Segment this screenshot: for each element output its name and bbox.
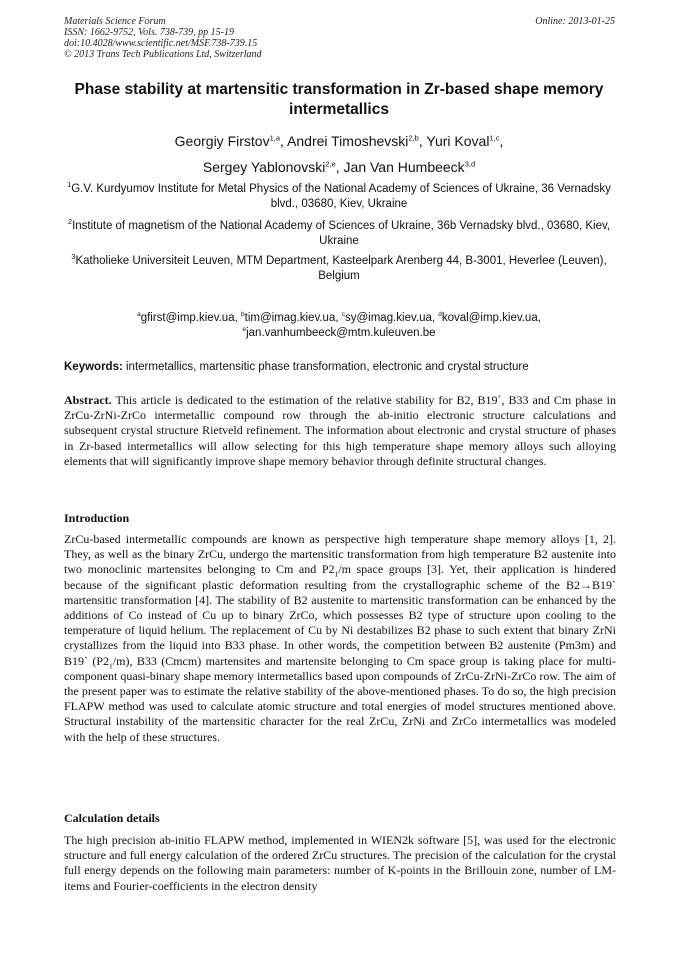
online-date: Online: 2013-01-25 bbox=[535, 16, 615, 27]
keywords-label: Keywords: bbox=[64, 361, 123, 373]
author-name: Yuri Koval bbox=[426, 133, 490, 149]
author-sup: 3,d bbox=[464, 159, 476, 169]
affiliation-number: 2 bbox=[67, 217, 73, 227]
paper-title: Phase stability at martensitic transformation in Zr-based shape memory intermetallics bbox=[74, 81, 604, 118]
author-sup: 1,a bbox=[269, 133, 281, 143]
affiliation-text: Institute of magnetism of the National Academy of Sciences of Ukraine, 36b Vernadsky blvd., 03680, Kiev, Ukraine bbox=[72, 220, 611, 247]
keywords-text: intermetallics, martensitic phase transformation, electronic and crystal structure bbox=[126, 361, 529, 373]
abstract-text: This article is dedicated to the estimation of the relative stability for B2, B19`, B33 and Cm phase in ZrCu-ZrNi-ZrCo intermetallic compound row through the ab-initio electronic structure calculations and subsequent crystal structure Rietveld refinement. The information about electronic and crystal structure of phases in Zr-based intermetallics will allow selecting for this high temperature shape memory alloys such alloying elements that will significantly improve shape memory behavior through definite structural changes. bbox=[64, 393, 616, 468]
abstract bbox=[64, 393, 616, 469]
affiliation-text: G.V. Kurdyumov Institute for Metal Physics of the National Academy of Sciences of Ukraine, 36 Vernadsky blvd., 03680, Kiev, Ukraine bbox=[71, 183, 611, 210]
section-heading-introduction: Introduction bbox=[64, 511, 130, 525]
introduction-body: ZrCu-based intermetallic compounds are known as perspective high temperature shape memory alloys [1, 2]. They, as well as the binary ZrCu, undergo the martensitic transformation from high temperature B2 austenite into two monoclinic martensites belonging to Cm and $P2_1/m$ space groups [3]. Yet, their application is hindered because of the significant plastic deformation resulting from the crystallographic scheme of the B2→B19` martensitic transformation [4]. The stability of B2 austenite to martensitic transformation can be enhanced by the additions of Co instead of Cu up to binary ZrCo, which possesses B2 type of structure upon cooling to the temperature of liquid helium. The replacement of Cu by Ni destabilizes B2 phase to such extent that binary ZrNi crystallizes from the liquid into B33 phase. In other words, the competition between B2 austenite (Pm3m) and B19` $(P2_1/m)$, B33 (Cmcm) martensites and martensite belonging to Cm space group is taking place for multi-component quasi-binary shape memory intermetallics based upon compounds of ZrCu-ZrNi-ZrCo row. The aim of the present paper was to estimate the relative stability of the above-mentioned phases. To do so, the high precision FLAPW method was used to calculate atomic structure and total energies of model structures mentioned above. Structural instability of the martensitic character for the real ZrCu, ZrNi and ZrCo intermetallics was modeled with the help of these structures. bbox=[64, 532, 616, 744]
doi-line: doi:10.4028/www.scientific.net/MSF.738-739.15 bbox=[64, 38, 258, 49]
author-name: Georgiy Firstov bbox=[174, 133, 270, 149]
email-link[interactable]: gfirst@imp.kiev.ua, bbox=[140, 312, 238, 324]
affiliation-3 bbox=[66, 254, 612, 284]
calculation-body: The high precision ab-initio FLAPW method, implemented in WIEN2k software [5], was used for the electronic structure and full energy calculation of the ordered ZrCu structures. The precision of the calculation for the crystal full energy depends on the following main parameters: number of K-points in the Brillouin zone, number of LM-items and Fourier-coefficients in the electron density bbox=[64, 833, 616, 893]
affiliation-number: 3 bbox=[71, 252, 76, 262]
copyright-line: © 2013 Trans Tech Publications Ltd, Switzerland bbox=[64, 49, 262, 60]
journal-header bbox=[64, 16, 262, 60]
email-link[interactable]: tim@imag.kiev.ua, bbox=[244, 312, 339, 324]
section-heading-calculation: Calculation details bbox=[64, 811, 160, 825]
affiliation-2 bbox=[66, 219, 612, 249]
keywords bbox=[64, 360, 616, 375]
affiliation-number: 1 bbox=[67, 180, 72, 190]
author-name: Jan Van Humbeeck bbox=[343, 159, 465, 175]
email-list: $^a$gfirst@imp.kiev.ua, $^b$tim@imag.kiev.ua, $^c$sy@imag.kiev.ua, $^d$koval@imp.kiev.ua, $^e$jan.vanhumbeeck@mtm.kuleuven.be bbox=[137, 311, 541, 339]
journal-name: Materials Science Forum bbox=[64, 16, 166, 27]
affiliation-1 bbox=[66, 182, 612, 212]
abstract-label: Abstract. bbox=[64, 393, 112, 407]
email-link[interactable]: sy@imag.kiev.ua, bbox=[344, 312, 436, 324]
email-link[interactable]: koval@imp.kiev.ua, bbox=[441, 312, 541, 324]
author-sup: 2,b bbox=[408, 133, 419, 143]
author-sup: 2,e bbox=[325, 159, 336, 169]
author-sup: 1,c bbox=[489, 133, 500, 143]
author-name: Sergey Yablonovski bbox=[202, 159, 326, 175]
issn-line: ISSN: 1662-9752, Vols. 738-739, pp 15-19 bbox=[64, 27, 234, 38]
email-link[interactable]: jan.vanhumbeeck@mtm.kuleuven.be bbox=[246, 327, 436, 339]
author-list: Georgiy Firstov$^{1,a}$, Andrei Timoshevski$^{2,b}$, Yuri Koval$^{1,c}$, Sergey Yablonovski$^{2,e}$, Jan Van Humbeeck$^{3,d}$ bbox=[174, 133, 504, 175]
affiliation-text: Katholieke Universiteit Leuven, MTM Department, Kasteelpark Arenberg 44, B-3001, Heverlee (Leuven), Belgium bbox=[75, 255, 607, 282]
author-name: Andrei Timoshevski bbox=[287, 133, 409, 149]
